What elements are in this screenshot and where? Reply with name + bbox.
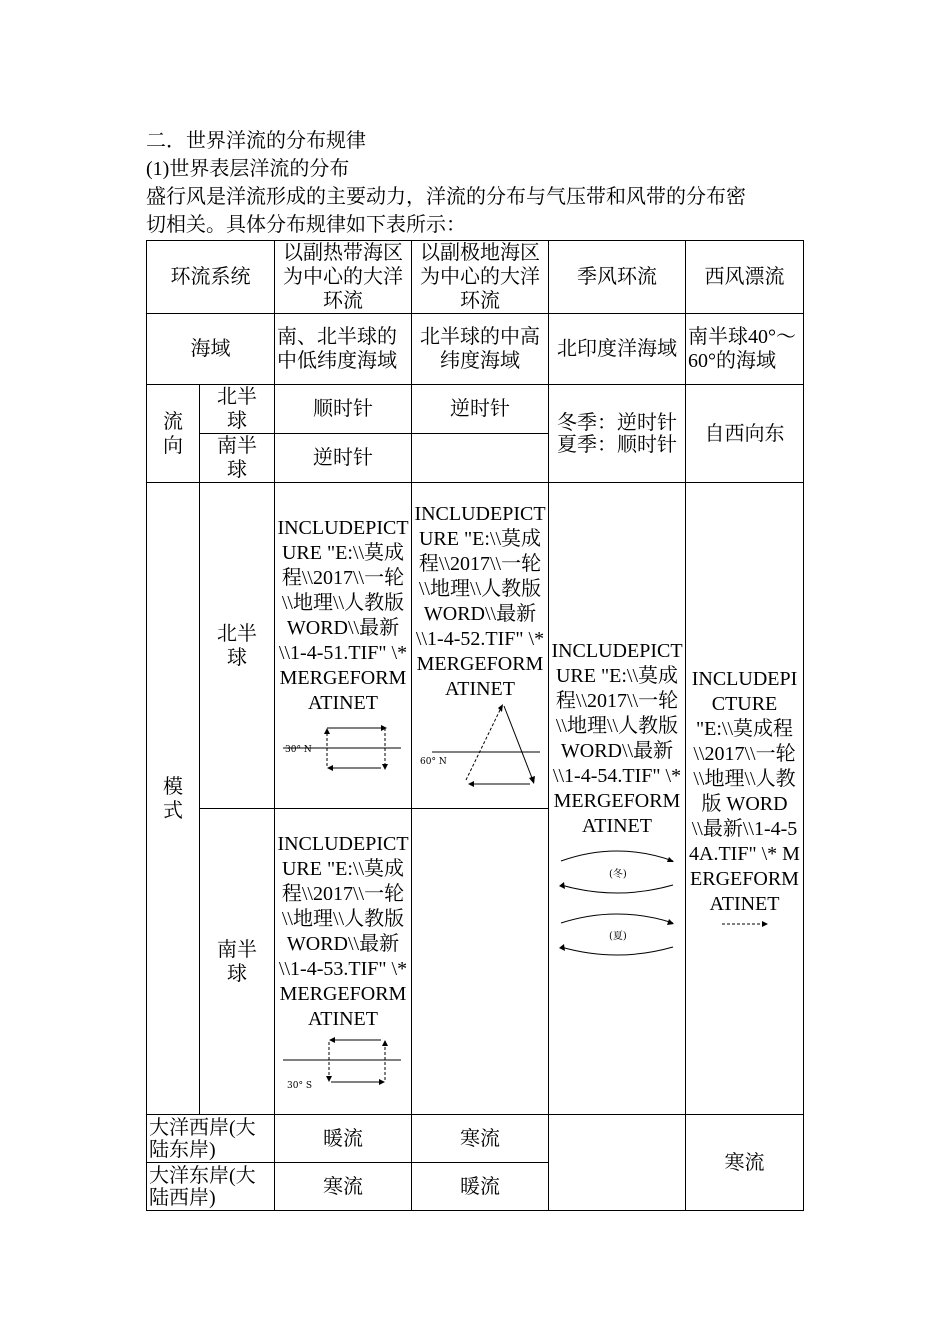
header-west-wind-drift: 西风漂流 (686, 241, 804, 314)
row-label-pattern: 模式 (147, 483, 200, 1115)
row-label-east-coast: 大洋东岸(大陆西岸) (147, 1163, 275, 1211)
flow-subtropical-north: 顺时针 (275, 385, 412, 434)
figure-field-code-1-4-54a: INCLUDEPICTURE "E:\\莫成程\\2017\\一轮\\地理\\人教版 WORD\\最新\\1-4-54A.TIF" \* MERGEFORMATINET (689, 667, 800, 915)
figure-field-code-1-4-54: INCLUDEPICTURE "E:\\莫成程\\2017\\一轮\\地理\\人教版 WORD\\最新\\1-4-54.TIF" \* MERGEFORMATINET (551, 639, 683, 837)
pattern-subpolar-north (412, 483, 549, 809)
flow-monsoon: 冬季：逆时针夏季：顺时针 (549, 385, 686, 483)
monsoon-diagram (555, 839, 679, 959)
area-subtropical: 南、北半球的中低纬度海域 (275, 314, 412, 385)
row-label-sea-area: 海域 (147, 314, 275, 385)
pattern-subtropical-south (275, 809, 412, 1115)
flow-westerly: 自西向东 (686, 385, 804, 483)
area-monsoon: 北印度洋海域 (549, 314, 686, 385)
figure-field-code-1-4-53: INCLUDEPICTURE "E:\\莫成程\\2017\\一轮\\地理\\人教版 WORD\\最新\\1-4-53.TIF" \* MERGEFORMATINET (277, 832, 409, 1030)
area-westerly: 南半球40°～60°的海域 (686, 314, 804, 385)
east-coast-subpolar: 暖流 (412, 1163, 549, 1211)
pattern-label-south-hemisphere: 南半球 (200, 809, 275, 1115)
header-subpolar-gyre: 以副极地海区为中心的大洋环流 (412, 241, 549, 314)
west-wind-drift-arrow (720, 917, 770, 931)
season-winter-label: (冬) (609, 868, 627, 880)
flow-subtropical-south: 逆时针 (275, 434, 412, 483)
pattern-label-north-hemisphere: 北半球 (200, 483, 275, 809)
coast-westerly: 寒流 (686, 1115, 804, 1211)
lat-30s-label: 30° S (287, 1080, 312, 1091)
figure-field-code-1-4-52: INCLUDEPICTURE "E:\\莫成程\\2017\\一轮\\地理\\人教版 WORD\\最新\\1-4-52.TIF" \* MERGEFORMATINET (414, 502, 546, 700)
figure-field-code-1-4-51: INCLUDEPICTURE "E:\\莫成程\\2017\\一轮\\地理\\人教版 WORD\\最新\\1-4-51.TIF" \* MERGEFORMATINET (277, 516, 409, 714)
flow-label-south-hemisphere: 南半球 (200, 434, 275, 483)
pattern-westerly (686, 483, 804, 1115)
pattern-subtropical-north (275, 483, 412, 809)
intro-line-1: 盛行风是洋流形成的主要动力，洋流的分布与气压带和风带的分布密 (146, 186, 746, 208)
lat-60n-label: 60° N (420, 756, 447, 767)
season-summer-label: (夏) (609, 930, 627, 942)
row-label-west-coast: 大洋西岸(大陆东岸) (147, 1115, 275, 1163)
flow-subpolar-south-empty (412, 434, 549, 483)
ocean-current-table (146, 240, 804, 1211)
gyre-30s-diagram (283, 1032, 403, 1092)
section-title: 二．世界洋流的分布规律 (146, 130, 366, 152)
pattern-subpolar-south-empty (412, 809, 549, 1115)
header-monsoon-circulation: 季风环流 (549, 241, 686, 314)
row-label-flow-direction: 流向 (147, 385, 200, 483)
gyre-60n-diagram (418, 702, 542, 790)
gyre-30n-diagram (283, 716, 403, 776)
intro-line-2: 切相关。具体分布规律如下表所示： (146, 214, 466, 236)
flow-label-north-hemisphere: 北半球 (200, 385, 275, 434)
lat-30n-label: 30° N (285, 744, 312, 755)
pattern-monsoon (549, 483, 686, 1115)
west-coast-subpolar: 寒流 (412, 1115, 549, 1163)
coast-monsoon-empty (549, 1115, 686, 1211)
subsection-title: (1)世界表层洋流的分布 (146, 158, 350, 180)
west-coast-subtropical: 暖流 (275, 1115, 412, 1163)
east-coast-subtropical: 寒流 (275, 1163, 412, 1211)
area-subpolar: 北半球的中高纬度海域 (412, 314, 549, 385)
header-circulation-system: 环流系统 (147, 241, 275, 314)
header-subtropical-gyre: 以副热带海区为中心的大洋环流 (275, 241, 412, 314)
flow-subpolar-north: 逆时针 (412, 385, 549, 434)
